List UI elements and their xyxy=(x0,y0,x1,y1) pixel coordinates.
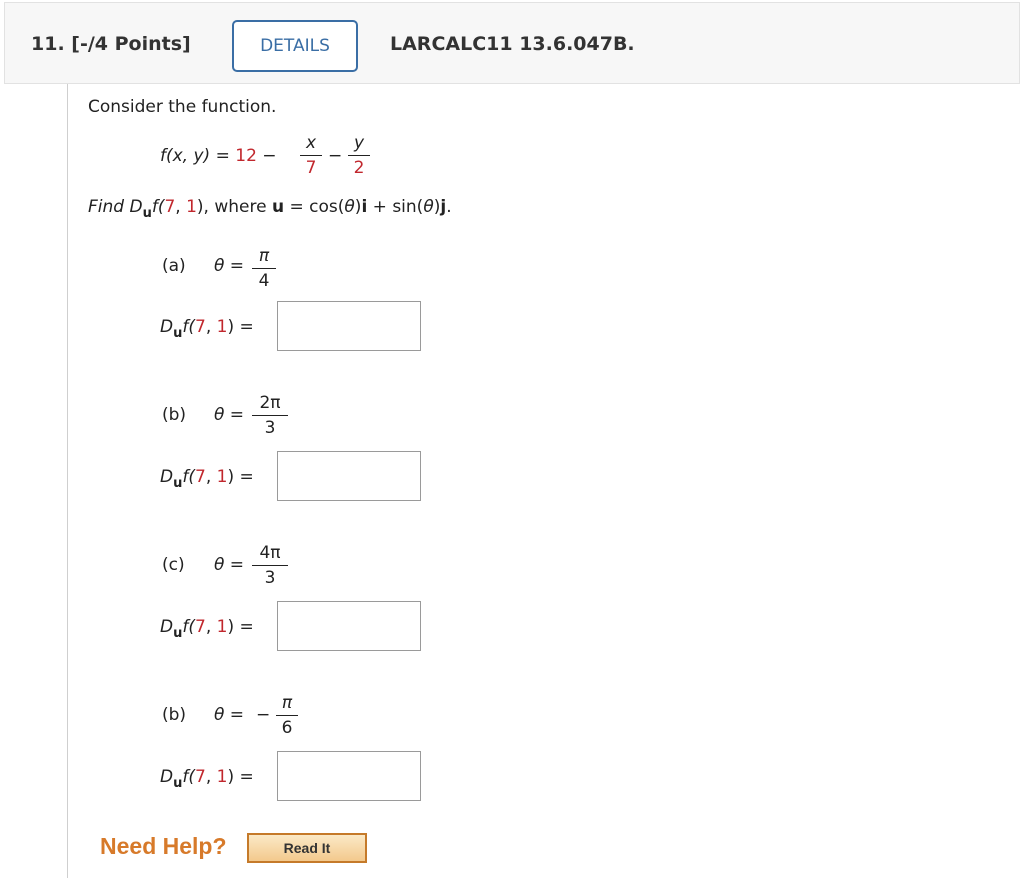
part-d-derivative-label: $D_uf(7$, 1) = xyxy=(160,767,254,791)
find-i-vector: i xyxy=(361,197,368,217)
equals-sign: = xyxy=(215,146,230,166)
part-b-angle-denominator: 3 xyxy=(264,418,276,438)
part-b-theta: θ = xyxy=(214,405,245,425)
function-constant: 12 xyxy=(235,146,257,166)
part-d-angle-numerator: π xyxy=(281,693,293,713)
find-where: ), where xyxy=(196,197,272,217)
find-u-vector: u xyxy=(271,197,285,217)
part-a-angle-fraction xyxy=(252,246,276,291)
find-sin: + sin( xyxy=(367,197,424,217)
part-c-angle-denominator: 3 xyxy=(264,568,276,588)
problem-code: LARCALC11 13.6.047B. xyxy=(390,33,635,55)
part-d-label: (b) xyxy=(162,705,187,725)
find-d: Find D xyxy=(88,197,143,217)
part-a-derivative-label: $D_uf(7$, 1) = xyxy=(160,317,254,341)
intro-text: Consider the function. xyxy=(88,97,277,117)
find-j-vector: j xyxy=(440,197,447,217)
part-c-angle-fraction xyxy=(252,543,288,588)
part-a-answer-input[interactable] xyxy=(277,301,421,351)
find-f: f( xyxy=(151,197,165,217)
find-cos: = cos( xyxy=(284,197,345,217)
find-comma: , xyxy=(175,197,187,217)
part-d-angle-denominator: 6 xyxy=(281,718,293,738)
frac2-numerator: y xyxy=(353,133,365,153)
minus-sign: − xyxy=(262,146,277,166)
part-d-angle-fraction xyxy=(276,693,298,738)
part-b-derivative-label: $D_uf(7$, 1) = xyxy=(160,467,254,491)
find-theta-1: θ xyxy=(344,197,355,217)
question-number: 11. [-/4 Points] xyxy=(31,33,191,55)
part-c-angle-numerator: 4π xyxy=(259,543,281,563)
part-a-angle-denominator: 4 xyxy=(258,271,270,291)
find-period: . xyxy=(446,197,452,217)
frac1-numerator: x xyxy=(305,133,317,153)
find-y-value: 1 xyxy=(186,197,197,217)
find-instruction xyxy=(88,197,452,221)
frac1-denominator: 7 xyxy=(305,158,317,178)
part-a-angle-numerator: π xyxy=(258,246,270,266)
question-header xyxy=(4,2,1020,84)
fraction-y-over-2 xyxy=(348,133,370,178)
part-c-label: (c) xyxy=(162,555,185,575)
part-a-label: (a) xyxy=(162,256,186,276)
find-theta-2: θ xyxy=(423,197,434,217)
part-b-angle-fraction xyxy=(252,393,288,438)
minus-sign-2: − xyxy=(328,146,343,166)
function-definition xyxy=(160,146,277,166)
fraction-x-over-7 xyxy=(300,133,322,178)
need-help-label: Need Help? xyxy=(100,833,227,859)
function-lhs: f(x, y) xyxy=(160,146,211,166)
read-it-button[interactable]: Read It xyxy=(247,833,367,863)
content-border xyxy=(67,84,68,878)
part-c-answer-input[interactable] xyxy=(277,601,421,651)
find-subscript-u: u xyxy=(142,206,152,221)
find-x-value: 7 xyxy=(164,197,176,217)
part-c-derivative-label: $D_uf(7$, 1) = xyxy=(160,617,254,641)
part-b-angle-numerator: 2π xyxy=(259,393,281,413)
part-c-theta: θ = xyxy=(214,555,245,575)
part-d-theta: θ = xyxy=(214,705,245,725)
find-paren-1: ) xyxy=(354,197,362,217)
details-button[interactable]: DETAILS xyxy=(232,20,358,72)
find-paren-2: ) xyxy=(433,197,441,217)
part-b-answer-input[interactable] xyxy=(277,451,421,501)
part-b-label: (b) xyxy=(162,405,187,425)
frac2-denominator: 2 xyxy=(353,158,365,178)
part-d-sign: − xyxy=(256,705,271,725)
part-d-answer-input[interactable] xyxy=(277,751,421,801)
part-a-theta: θ = xyxy=(214,256,245,276)
